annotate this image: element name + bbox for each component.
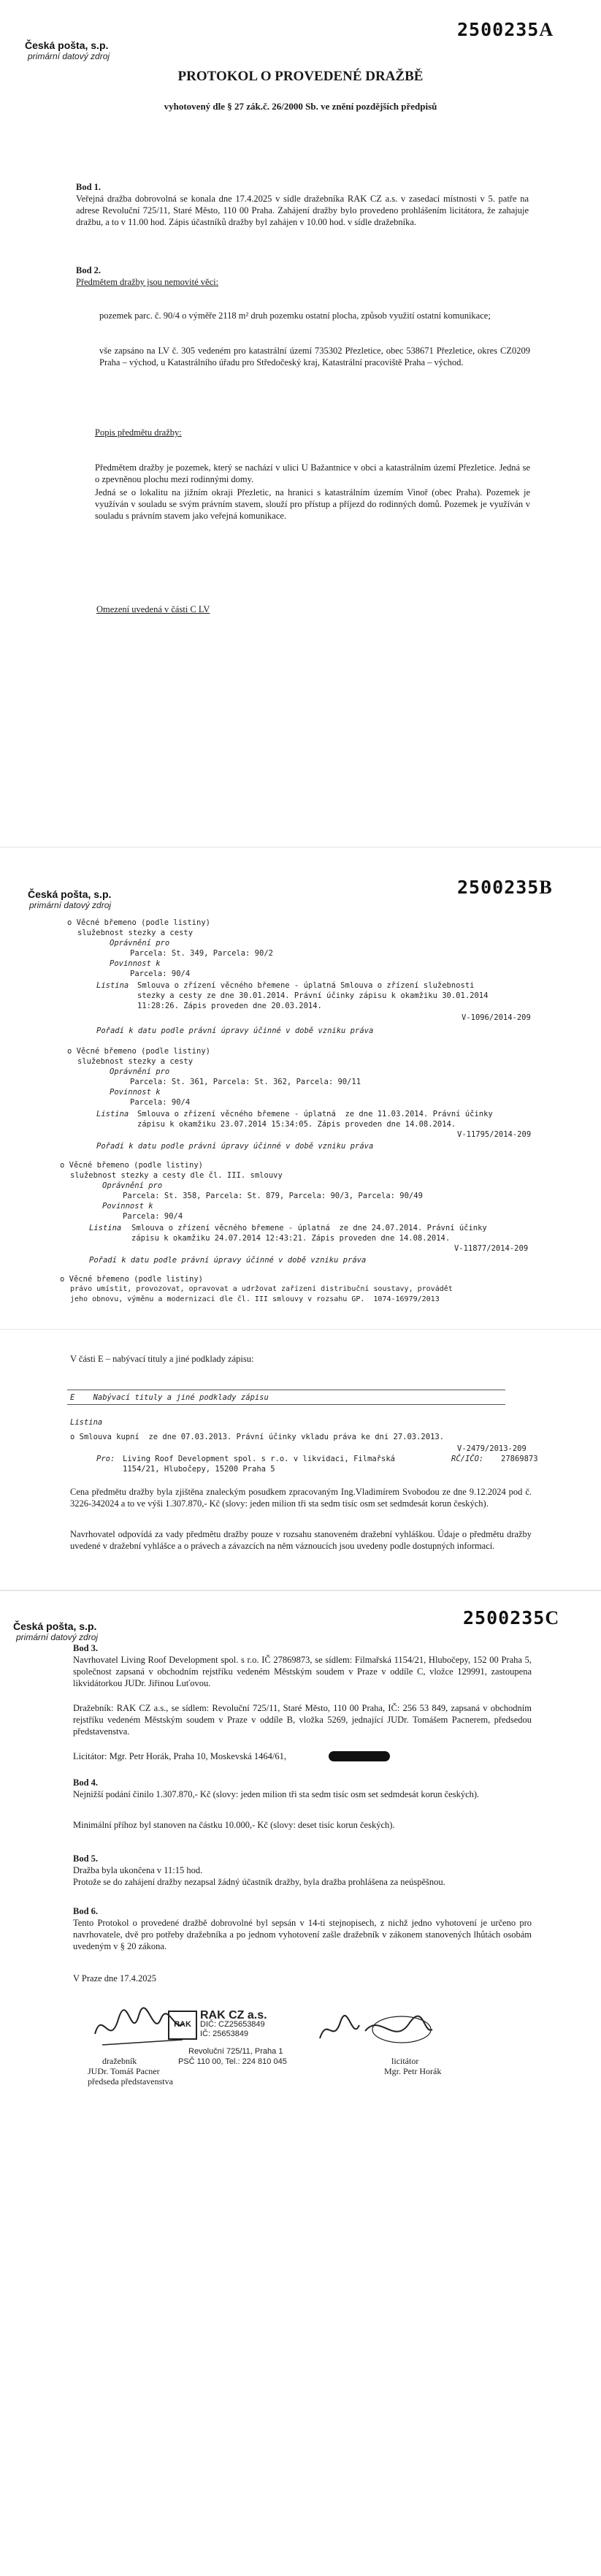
pozadi-text: Pořadí k datu podle právní úpravy účinné v době vzniku práva — [89, 1256, 367, 1265]
header-org: Česká pošta, s.p. — [25, 39, 109, 51]
nabyvaci-pro-1: Living Roof Development spol. s r.o. v likvidaci, Filmařská — [123, 1455, 395, 1463]
burden-1-opr-label — [110, 938, 169, 948]
bod-5-text-2: Protože se do zahájení dražby nezapsal žádný účastník dražby, byla dražba prohlášena za neúspěšnou. — [73, 1877, 445, 1887]
place-date: V Praze dne 17.4.2025 — [73, 1973, 156, 1984]
burden-3-listina-2: zápisu k okamžiku 24.07.2014 12:43:21. Zápis proveden dne 14.08.2014. — [131, 1234, 451, 1243]
burden-1-v: V-1096/2014-209 — [462, 1013, 531, 1022]
burden-1-listina-1: Smlouva o zřízení věcného břemene - úplatná Smlouva o zřízení služebnosti — [137, 981, 475, 990]
burden-2-pov-label — [110, 1087, 161, 1097]
burden-3-pozadi — [89, 1255, 366, 1265]
header-org: Česká pošta, s.p. — [28, 888, 112, 900]
burden-3-v: V-11877/2014-209 — [454, 1244, 529, 1253]
reference-number — [463, 1607, 559, 1629]
reference-number — [457, 877, 553, 899]
stamp-psc: PSČ 110 00, Tel.: 224 810 045 — [178, 2057, 287, 2066]
bod-5-heading: Bod 5. — [73, 1853, 99, 1864]
licitator-text: Licitátor: Mgr. Petr Horák, Praha 10, Moskevská 1464/61, — [73, 1751, 286, 1761]
label-povinnost: Povinnost k — [102, 1202, 153, 1211]
bod-3-drazebnik: Dražebník: RAK CZ a.s., se sídlem: Revoluční 725/11, Staré Město, 110 00 Praha, IČ: 256 53 849, zapsaná v obchodním rejstříku vedeném Městským soudem v Praze v oddíle B, vložka 5269, jednající JUDr. Tomášem Pacnerem, předsedou představenstva. — [73, 1703, 532, 1737]
drazebnik-label: dražebník — [102, 2056, 137, 2066]
bod-6-heading: Bod 6. — [73, 1906, 99, 1916]
bod-2-heading: Bod 2. — [76, 265, 102, 275]
drazebnik-name: JUDr. Tomáš Pacner — [88, 2066, 160, 2076]
nabyvaci-intro: V části E – nabývací tituly a jiné podklady zápisu: — [70, 1354, 254, 1364]
burden-1-sub: služebnost stezky a cesty — [77, 929, 194, 937]
navrhovatel-odpovida: Navrhovatel odpovídá za vady předmětu dražby pouze v rozsahu stanoveném dražební vyhláškou. Údaje o předmětu dražby uvedené v dražební vyhlášce a o právech a závazcích na něm váznoucích jsou uvedeny podle dostupných informací. — [70, 1529, 532, 1551]
licitator-block — [384, 2056, 530, 2076]
reference-number-main: 2500235 — [457, 877, 540, 898]
box-title-text: E Nabývací tituly a jiné podklady zápisu — [70, 1393, 269, 1402]
burden-2-opr-label — [110, 1067, 169, 1077]
burden-2-listina-label — [96, 1109, 129, 1119]
drazebnik-role: předseda představenstva — [88, 2076, 173, 2087]
bod-4 — [73, 1777, 532, 1800]
bod-6-text: Tento Protokol o provedené dražbě dobrovolné byl sepsán v 14-ti stejnopisech, z nichž jedno vyhotovení je určeno pro navrhovatele, dvě pro potřeby dražebníka a po jednom vyhotovení zašle dražebník v zákonem stanovených lhůtách osobám uvedeným v § 20 zákona. — [73, 1918, 532, 1951]
burden-1-title: o Věcné břemeno (podle listiny) — [67, 918, 210, 927]
nabyvaci-listina — [70, 1417, 102, 1428]
burden-1-listina-2: stezky a cesty ze dne 30.01.2014. Právní účinky zápisu k okamžiku 30.01.2014 — [137, 991, 489, 1000]
reference-suffix: A — [539, 19, 554, 40]
bod-2-lv: vše zapsáno na LV č. 305 vedeném pro katastrální území 735302 Přezletice, obec 538671 Přezletice, okres CZ0209 Praha – východ, u Katastrálního úřadu pro Středočeský kraj, Katastrální pracoviště Praha – východ. — [99, 346, 530, 367]
burden-2-listina-1: Smlouva o zřízení věcného břemene - úplatná ze dne 11.03.2014. Právní účinky — [137, 1110, 493, 1119]
redaction-box — [329, 1751, 390, 1761]
nabyvaci-pro-label — [96, 1454, 115, 1464]
page-1 — [0, 0, 601, 847]
stamp-logo-icon: RAK — [168, 2011, 197, 2040]
omezeni-heading: Omezení uvedená v části C LV — [96, 604, 210, 614]
burden-4-sub-1: právo umístit, provozovat, opravovat a udržovat zařízení distribuční soustavy, provádět — [70, 1285, 453, 1293]
bod-6 — [73, 1905, 532, 1952]
popis-text-2: Jedná se o lokalitu na jižním okraji Přezletic, na hranici s katastrálním územím Vinoř (obec Praha). Pozemek je využíván v souladu se svým právním stavem, slouží pro přístup a příjezd do rodinných domů. Pozemek je využíván v souladu s právním stavem jako veřejná komunikace. — [95, 487, 530, 521]
header-org: Česká pošta, s.p. — [13, 1620, 97, 1632]
burden-2-title: o Věcné břemeno (podle listiny) — [67, 1047, 210, 1056]
stamp-addr: Revoluční 725/11, Praha 1 — [188, 2047, 283, 2056]
stamp-name: RAK CZ a.s. — [200, 2009, 267, 2021]
bod-4-text-1: Nejnižší podání činilo 1.307.870,- Kč (slovy: jeden milion tři sta sedm tisíc osm set sedmdesát korun českých). — [73, 1789, 480, 1799]
nabyvaci-v: V-2479/2013-209 — [457, 1444, 527, 1453]
burden-3-opr: Parcela: St. 358, Parcela: St. 879, Parcela: 90/3, Parcela: 90/49 — [123, 1192, 423, 1200]
stamp-ic: IČ: 25653849 — [200, 2030, 249, 2038]
label-listina: Listina — [96, 981, 129, 990]
burden-2-pov: Parcela: 90/4 — [130, 1098, 191, 1107]
page-3 — [0, 1330, 601, 2576]
burden-1-pov: Parcela: 90/4 — [130, 969, 191, 978]
bod-1-heading: Bod 1. — [76, 182, 102, 192]
pozadi-text: Pořadí k datu podle právní úpravy účinné v době vzniku práva — [96, 1026, 374, 1035]
bod-3 — [73, 1642, 532, 1689]
nabyvaci-rc-label — [451, 1454, 483, 1464]
bod-1-text: Veřejná dražba dobrovolná se konala dne 17.4.2025 v sídle dražebníka RAK CZ a.s. v zasedací místnosti v 5. patře na adrese Revoluční 725/11, Staré Město, 110 00 Praha. Zahájení dražby bylo provedeno prohlášením licitátora, že zahajuje dražbu, a to v 11.00 hod. Zápis účastníků dražby byl zahájen v 10.00 hod. v sídle dražebníka. — [76, 194, 529, 227]
label-opravneni: Oprávnění pro — [110, 1067, 170, 1076]
bod-3-navrhovatel: Navrhovatel Living Roof Development spol. s r.o. IČ 27869873, se sídlem: Filmařská 1154/21, Hlubočepy, 152 00 Praha 5, společnost zapsaná v obchodním rejstříku vedeném Městským soudem v Praze v oddíle C, vložce 129991, zastoupena likvidátorkou JUDr. Jiřinou Luťovou. — [73, 1655, 532, 1688]
bod-5 — [73, 1853, 532, 1888]
label-povinnost: Povinnost k — [110, 959, 161, 968]
reference-number — [457, 19, 554, 41]
label-opravneni: Oprávnění pro — [102, 1181, 163, 1190]
bod-3-licitator — [73, 1750, 532, 1762]
burden-1-pozadi — [96, 1026, 373, 1036]
bod-4-text-2: Minimální příhoz byl stanoven na částku 10.000,- Kč (slovy: deset tisíc korun českých). — [73, 1820, 395, 1830]
document-title: PROTOKOL O PROVEDENÉ DRAŽBĚ — [177, 69, 424, 84]
header-org-sub: primární datový zdroj — [28, 51, 110, 61]
burden-3-pov-label — [102, 1201, 153, 1211]
header-org-sub: primární datový zdroj — [16, 1632, 99, 1642]
burden-1-listina-label — [96, 980, 129, 991]
burden-1-listina-3: 11:28:26. Zápis proveden dne 20.03.2014. — [137, 1002, 322, 1010]
burden-1-pov-label — [110, 959, 161, 969]
bod-2-parcel: pozemek parc. č. 90/4 o výměře 2118 m² druh pozemku ostatní plocha, způsob využití ostatní komunikace; — [99, 310, 491, 321]
nabyvaci-rc: 27869873 — [501, 1455, 538, 1463]
reference-number-main: 2500235 — [463, 1607, 546, 1628]
separator-bottom — [67, 1404, 505, 1405]
pro-label: Pro: — [96, 1455, 115, 1463]
burden-3-title: o Věcné břemeno (podle listiny) — [60, 1161, 203, 1170]
nabyvaci-line-1: o Smlouva kupní ze dne 07.03.2013. Právní účinky vkladu práva ke dni 27.03.2013. — [70, 1433, 445, 1441]
burden-2-v: V-11795/2014-209 — [457, 1130, 532, 1139]
burden-2-listina-2: zápisu k okamžiku 23.07.2014 15:34:05. Zápis proveden dne 14.08.2014. — [137, 1120, 456, 1129]
listina-text: Listina — [70, 1418, 103, 1427]
bod-5-text-1: Dražba byla ukončena v 11:15 hod. — [73, 1865, 203, 1875]
burden-3-listina-1: Smlouva o zřízení věcného břemene - úplatná ze dne 24.07.2014. Právní účinky — [131, 1224, 487, 1232]
label-povinnost: Povinnost k — [110, 1088, 161, 1097]
page-2-spacer — [0, 1315, 601, 1330]
label-opravneni: Oprávnění pro — [110, 939, 170, 948]
bod-3-heading: Bod 3. — [73, 1643, 99, 1653]
header-org-sub: primární datový zdroj — [29, 900, 112, 910]
burden-1-opr: Parcela: St. 349, Parcela: 90/2 — [130, 949, 273, 958]
bod-2-intro: Předmětem dražby jsou nemovité věci: — [76, 277, 219, 287]
reference-suffix: B — [539, 877, 553, 898]
page-break — [0, 1590, 601, 1591]
reference-suffix: C — [545, 1607, 560, 1628]
burden-3-opr-label — [102, 1181, 162, 1191]
pozadi-text: Pořadí k datu podle právní úpravy účinné v době vzniku práva — [96, 1142, 374, 1151]
burden-3-listina-label — [89, 1223, 121, 1233]
burden-3-pov: Parcela: 90/4 — [123, 1212, 183, 1221]
popis-text-1: Předmětem dražby je pozemek, který se nachází v ulici U Bažantnice v obci a katastrálním území Přezletice. Jedná se o zpevněnou plochu mezi rodinnými domy. — [95, 462, 530, 484]
licitator-label: licitátor — [391, 2056, 419, 2066]
label-listina: Listina — [96, 1110, 129, 1119]
licitator-signature-icon — [314, 2009, 438, 2053]
stamp-dic: DIČ: CZ25653849 — [200, 2020, 265, 2029]
burden-4-sub-2: jeho obnovu, výměnu a modernizaci dle čl. III smlouvy v rozsahu GP. 1074-16979/2013 — [70, 1295, 440, 1303]
burden-2-sub: služebnost stezky a cesty — [77, 1057, 194, 1066]
nabyvaci-pro-2: 1154/21, Hlubočepy, 15200 Praha 5 — [123, 1465, 275, 1474]
page-2 — [0, 847, 601, 1330]
cena-text: Cena předmětu dražby byla zjištěna znaleckým posudkem zpracovaným Ing.Vladimírem Svobodou ze dne 9.12.2024 pod č. 3226-342024 a to ve výši 1.307.870,- Kč (slovy: jeden milion tři sta sedm tisíc osm set sedmdesát korun českých). — [70, 1487, 532, 1509]
document-subtitle: vyhotovený dle § 27 zák.č. 26/2000 Sb. ve znění pozdějších předpisů — [164, 101, 437, 112]
licitator-name: Mgr. Petr Horák — [384, 2066, 442, 2076]
label-listina: Listina — [89, 1224, 122, 1232]
burden-2-pozadi — [96, 1141, 373, 1151]
reference-number-main: 2500235 — [457, 19, 540, 40]
drazebnik-block — [88, 2056, 234, 2087]
bod-1 — [76, 181, 529, 228]
burden-2-opr: Parcela: St. 361, Parcela: St. 362, Parcela: 90/11 — [130, 1078, 361, 1086]
burden-4-title: o Věcné břemeno (podle listiny) — [60, 1275, 203, 1284]
rc-label: RČ/IČO: — [451, 1455, 484, 1463]
nabyvaci-box-title — [70, 1392, 269, 1403]
popis-heading: Popis předmětu dražby: — [95, 427, 182, 438]
bod-2 — [76, 264, 529, 288]
bod-4-heading: Bod 4. — [73, 1777, 99, 1788]
burden-3-sub: služebnost stezky a cesty dle čl. III. smlouvy — [70, 1171, 283, 1180]
